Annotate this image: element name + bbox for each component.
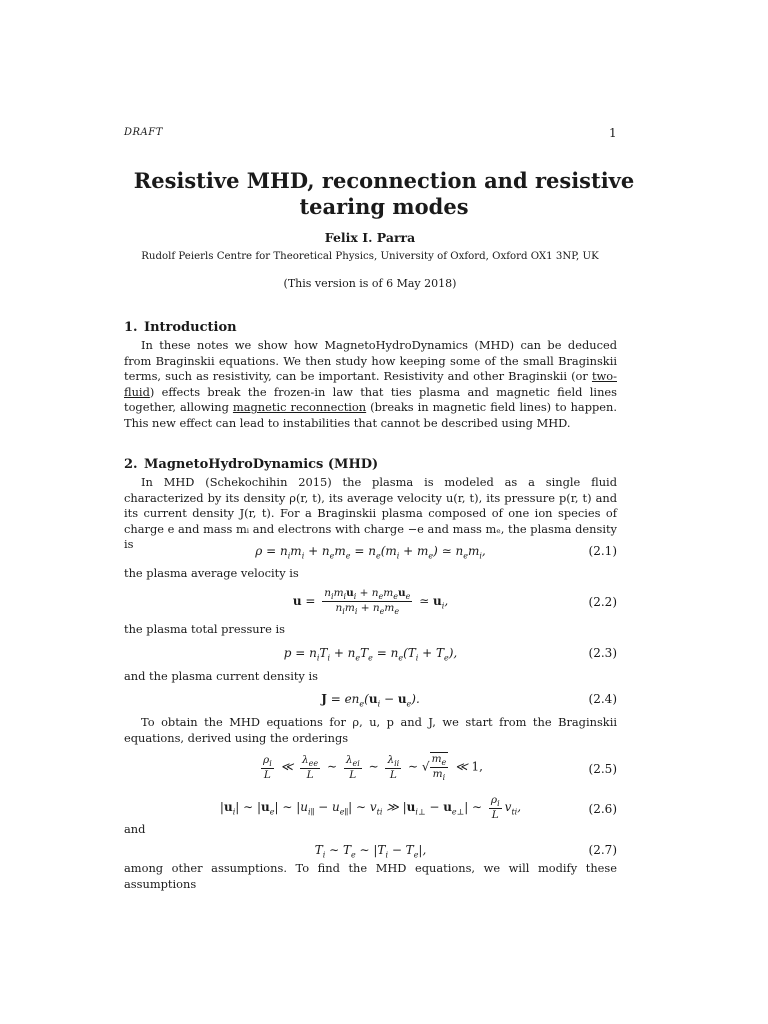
section-title: Introduction <box>144 320 237 335</box>
equation-2-5: $\frac{\rho_i}{L}$ ≪ $\frac{\lambda_{ee}}{L}$ ∼ $\frac{\lambda_{ei}}{L}$ ∼ $\frac{\lambda_{ii}}{L}$ ∼ √ $\frac{m_e}{m_i}$ ≪ 1, (2.5) <box>263 753 617 783</box>
text-after-eq-2-3: and the plasma current density is <box>124 669 318 683</box>
section-heading-mhd <box>124 457 378 472</box>
equation-number: (2.3) <box>588 646 617 660</box>
equation-number: (2.6) <box>588 802 617 816</box>
two-fluid-link[interactable]: two-fluid <box>124 369 617 399</box>
author-affiliation: Rudolf Peierls Centre for Theoretical Physics, University of Oxford, Oxford OX1 3NP, UK <box>141 251 599 262</box>
author-name: Felix I. Parra <box>324 230 416 245</box>
equation-number: (2.7) <box>588 843 617 857</box>
equation-number: (2.4) <box>588 692 617 706</box>
equation-number: (2.1) <box>588 544 617 558</box>
text-last-line: among other assumptions. To find the MHD equations, we will modify these assumptions <box>124 861 617 891</box>
equation-2-4: $J = en_e(u_i - u_e)$. (2.4) <box>321 692 617 709</box>
mhd-paragraph-2 <box>124 715 617 746</box>
version-note: (This version is of 6 May 2018) <box>283 277 457 290</box>
intro-text-c: (breaks in magnetic field lines) to happen. This new effect can lead to instabilities that cannot be described using MHD. <box>124 400 617 430</box>
text-after-eq-2-2: the plasma total pressure is <box>124 622 285 636</box>
equation-2-7: $T_i$ ∼ $T_e$ ∼ $|T_i - T_e|$, (2.7) <box>314 843 617 860</box>
introduction-paragraph <box>124 338 617 432</box>
equation-2-3: $p = n_iT_i + n_eT_e = n_e(T_i + T_e)$, (2.3) <box>283 646 617 663</box>
intro-text-b: ) effects break the frozen-in law that ties plasma and magnetic field lines together, allowing <box>124 384 617 415</box>
section-number: 2. <box>124 457 138 472</box>
paper-title: Resistive MHD, reconnection and resistive tearing modes <box>133 168 635 219</box>
intro-text-a: In these notes we show how MagnetoHydroDynamics (MHD) can be deduced from Braginskii equations. We then study how keeping some of the small Braginskii terms, such as resistivity, can be important. Resistivity and other Braginskii (or <box>124 338 617 384</box>
mhd-para2-text: To obtain the MHD equations for ρ, u, p and J, we start from the Braginskii equations, derived using the orderings <box>124 715 617 745</box>
section-heading-introduction <box>124 320 237 335</box>
equation-number: (2.2) <box>588 595 617 609</box>
section-number: 1. <box>124 320 138 335</box>
page-number: 1 <box>609 126 617 140</box>
text-after-eq-2-1: the plasma average velocity is <box>124 566 299 580</box>
equation-number: (2.5) <box>588 762 617 776</box>
section-title: MagnetoHydroDynamics (MHD) <box>144 457 379 472</box>
magnetic-reconnection-link[interactable]: magnetic reconnection <box>232 400 367 415</box>
mhd-para1-text: In MHD (Schekochihin 2015) the plasma is modeled as a single fluid characterized by its density ρ(r, t), its average velocity u(r, t), its pressure p(r, t) and its current density J(r, t). For a Braginskii plasma composed of one ion species of charge e and mass mᵢ and electrons with charge −e and mass mₑ, the plasma density is <box>124 475 617 552</box>
equation-2-6: $|u_i|$ ∼ $|u_e|$ ∼ $|u_{i\parallel} - u_{e\parallel}|$ ∼ $v_{ti}$ ≫ $|u_{i\perp} - u_{e\perp}|$ ∼ $\frac{\rho_i}{L}$ $v_{ti}$, (2.6) <box>219 794 617 822</box>
text-and: and <box>124 822 146 836</box>
equation-2-1: $\rho = n_im_i + n_em_e = n_e(m_i + m_e)$ ≃ $n_em_i$, (2.1) <box>255 544 617 561</box>
equation-2-2: u = $\frac{n_im_iu_i + n_em_eu_e}{n_im_i + n_em_e}$ ≃ $u_i$, (2.2) <box>292 587 617 617</box>
running-head: DRAFT <box>124 127 163 138</box>
